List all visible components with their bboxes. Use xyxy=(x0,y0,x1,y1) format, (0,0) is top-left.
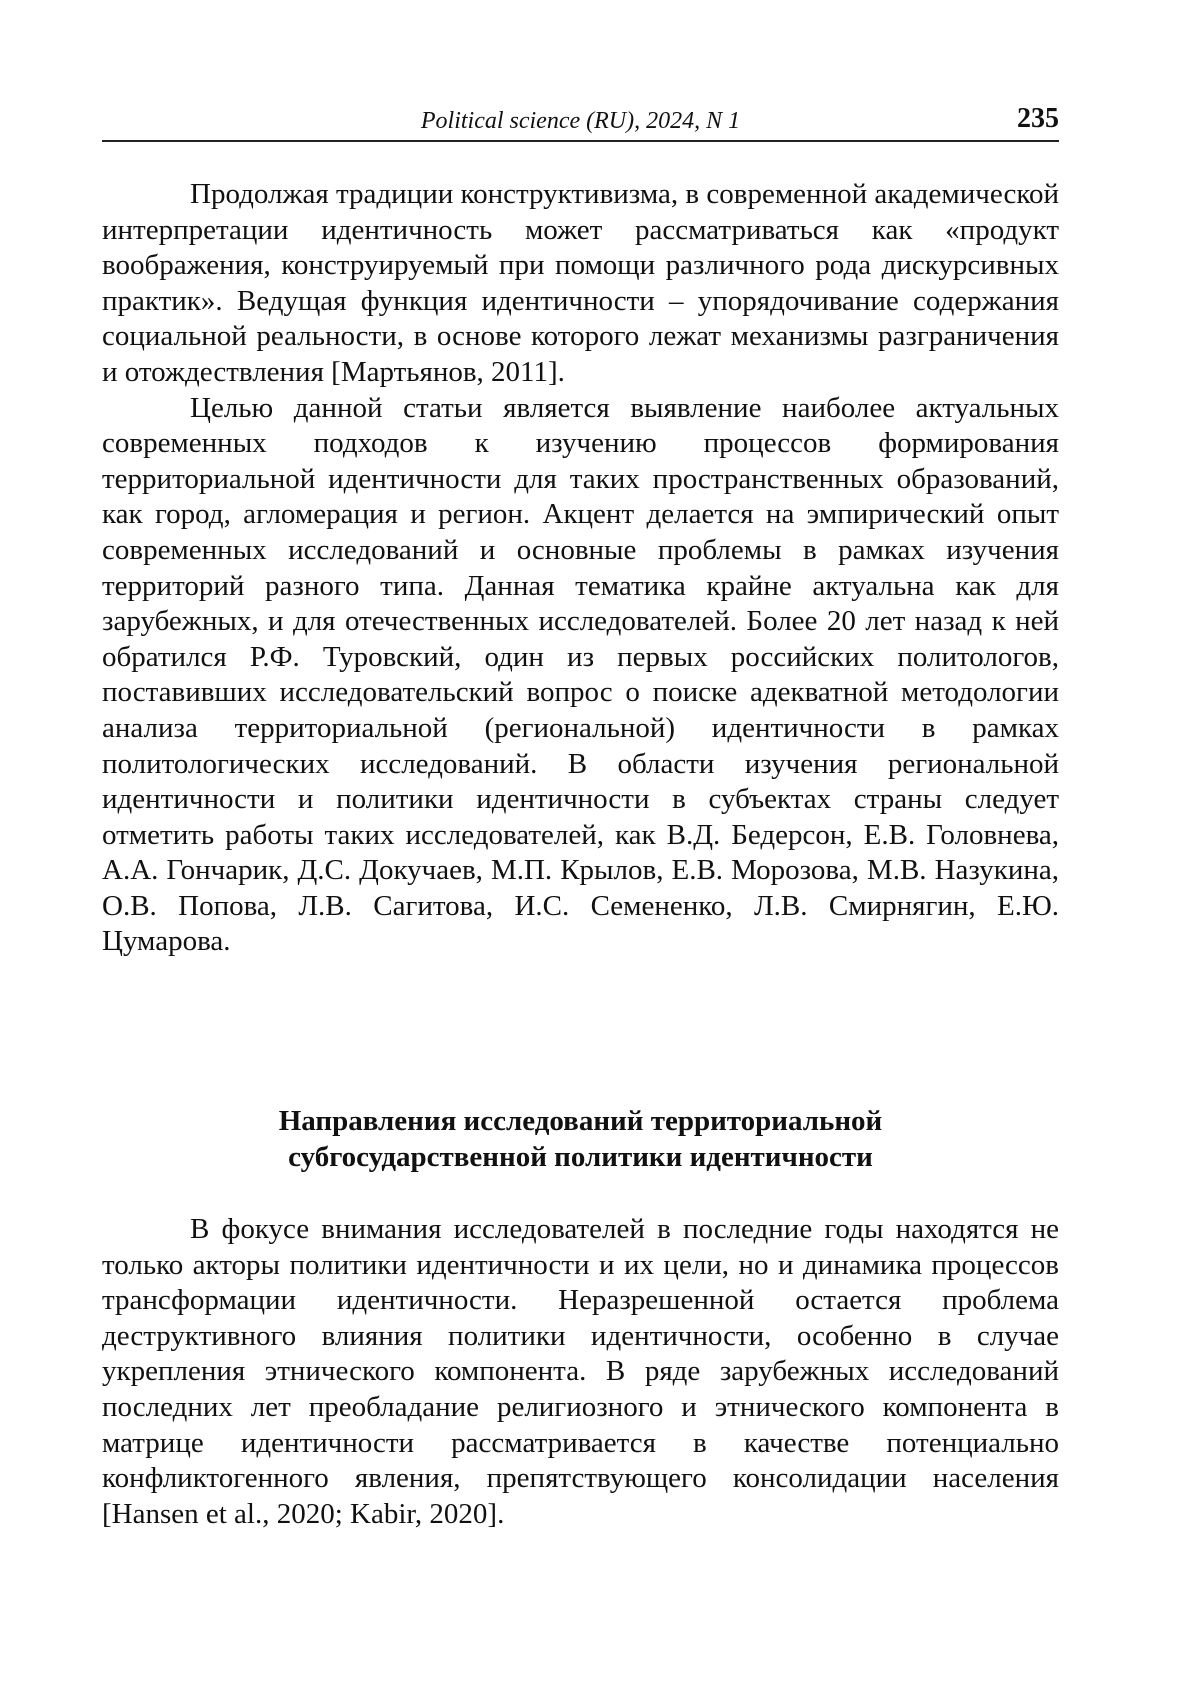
section-heading-line-1: Направления исследований территориальной xyxy=(102,1103,1059,1139)
paragraph-constructivism: Продолжая традиции конструктивизма, в современной академической интерпретации идентичность может рассматриваться как «продукт воображения, конструируемый при помощи различного рода дискурсивных практик». Ведущая функция идентичности – упорядочивание содержания социальной реальности, в основе которого лежат механизмы разграничения и отождествления [Мартьянов, 2011]. xyxy=(102,177,1059,391)
section-heading xyxy=(102,1103,1059,1175)
journal-title: Political science (RU), 2024, N 1 xyxy=(102,106,1059,136)
paragraph-article-goal: Целью данной статьи является выявление наиболее актуальных современных подходов к изучению процессов формирования территориальной идентичности для таких пространственных образований, как город, агломерация и регион. Акцент делается на эмпирический опыт современных исследований и основные проблемы в рамках изучения территорий разного типа. Данная тематика крайне актуальна как для зарубежных, и для отечественных исследователей. Более 20 лет назад к ней обратился Р.Ф. Туровский, один из первых российских политологов, поставивших исследовательский вопрос о поиске адекватной методологии анализа территориальной (региональной) идентичности в рамках политологических исследований. В области изучения региональной идентичности и политики идентичности в субъектах страны следует отметить работы таких исследователей, как В.Д. Бедерсон, Е.В. Головнева, А.А. Гончарик, Д.С. Докучаев, М.П. Крылов, Е.В. Морозова, М.В. Назукина, О.В. Попова, Л.В. Сагитова, И.С. Семененко, Л.В. Смирнягин, Е.Ю. Цумарова. xyxy=(102,391,1059,961)
section-text xyxy=(102,1212,1059,1532)
page-number: 235 xyxy=(1017,104,1059,134)
intro-text xyxy=(102,177,1059,960)
paragraph-research-focus: В фокусе внимания исследователей в последние годы находятся не только акторы политики идентичности и их цели, но и динамика процессов трансформации идентичности. Неразрешенной остается проблема деструктивного влияния политики идентичности, особенно в случае укрепления этнического компонента. В ряде зарубежных исследований последних лет преобладание религиозного и этнического компонента в матрице идентичности рассматривается в качестве потенциально конфликтогенного явления, препятствующего консолидации населения [Hansen et al., 2020; Kabir, 2020]. xyxy=(102,1212,1059,1532)
section-heading-line-2: субгосударственной политики идентичности xyxy=(102,1139,1059,1175)
running-head xyxy=(102,104,1059,142)
